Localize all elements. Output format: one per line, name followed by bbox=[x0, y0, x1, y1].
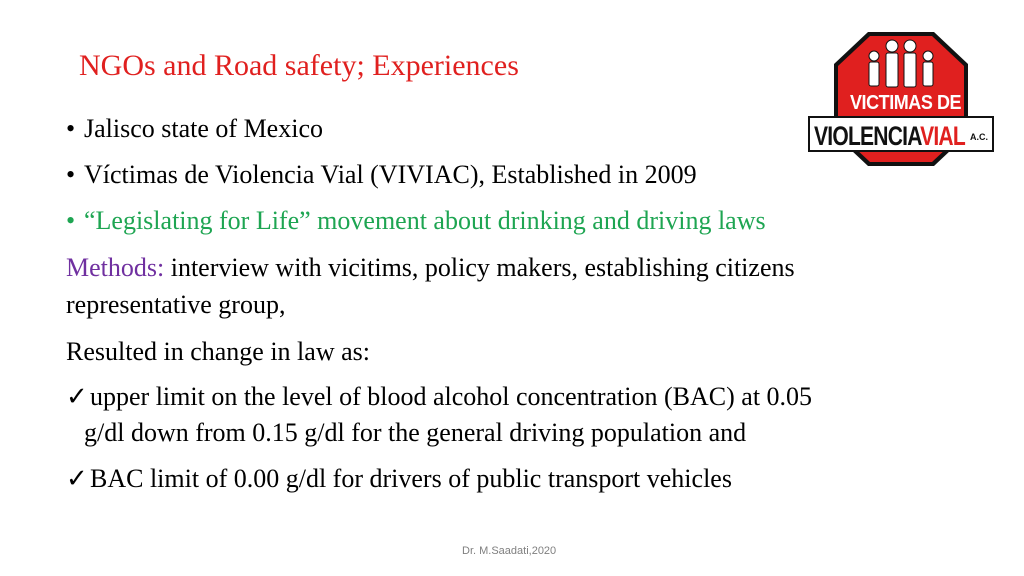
bullet-item-highlight: • “Legislating for Life” movement about drinking and driving laws bbox=[66, 206, 766, 235]
check-item-1: ✓upper limit on the level of blood alcohol concentration (BAC) at 0.05 bbox=[66, 382, 813, 411]
bullet-icon: • bbox=[66, 160, 76, 189]
footer-credit: Dr. M.Saadati,2020 bbox=[462, 545, 557, 557]
bullet-item: • Jalisco state of Mexico bbox=[66, 114, 323, 143]
check-item-2: ✓BAC limit of 0.00 g/dl for drivers of public transport vehicles bbox=[66, 464, 732, 493]
methods-line-2: representative group, bbox=[66, 290, 286, 319]
methods-line-1: Methods: interview with vicitims, policy makers, establishing citizens bbox=[66, 253, 795, 282]
checkmark-icon: ✓ bbox=[66, 382, 88, 411]
logo-band bbox=[808, 116, 994, 152]
bullet-icon: • bbox=[66, 114, 76, 143]
viviac-logo bbox=[808, 30, 994, 168]
check-item-1-cont: g/dl down from 0.15 g/dl for the general driving population and bbox=[84, 418, 747, 447]
slide-title: NGOs and Road safety; Experiences bbox=[79, 49, 519, 82]
bullet-item: • Víctimas de Violencia Vial (VIVIAC), Established in 2009 bbox=[66, 160, 697, 189]
bullet-icon: • bbox=[66, 206, 76, 235]
logo-ac: A.C. bbox=[970, 132, 988, 142]
methods-label: Methods: bbox=[66, 253, 165, 282]
checkmark-icon: ✓ bbox=[66, 464, 88, 493]
logo-line-violencia: VIOLENCIAVIAL bbox=[814, 121, 965, 151]
result-intro: Resulted in change in law as: bbox=[66, 337, 370, 366]
logo-line-victimas: VICTIMAS DE bbox=[850, 92, 962, 114]
